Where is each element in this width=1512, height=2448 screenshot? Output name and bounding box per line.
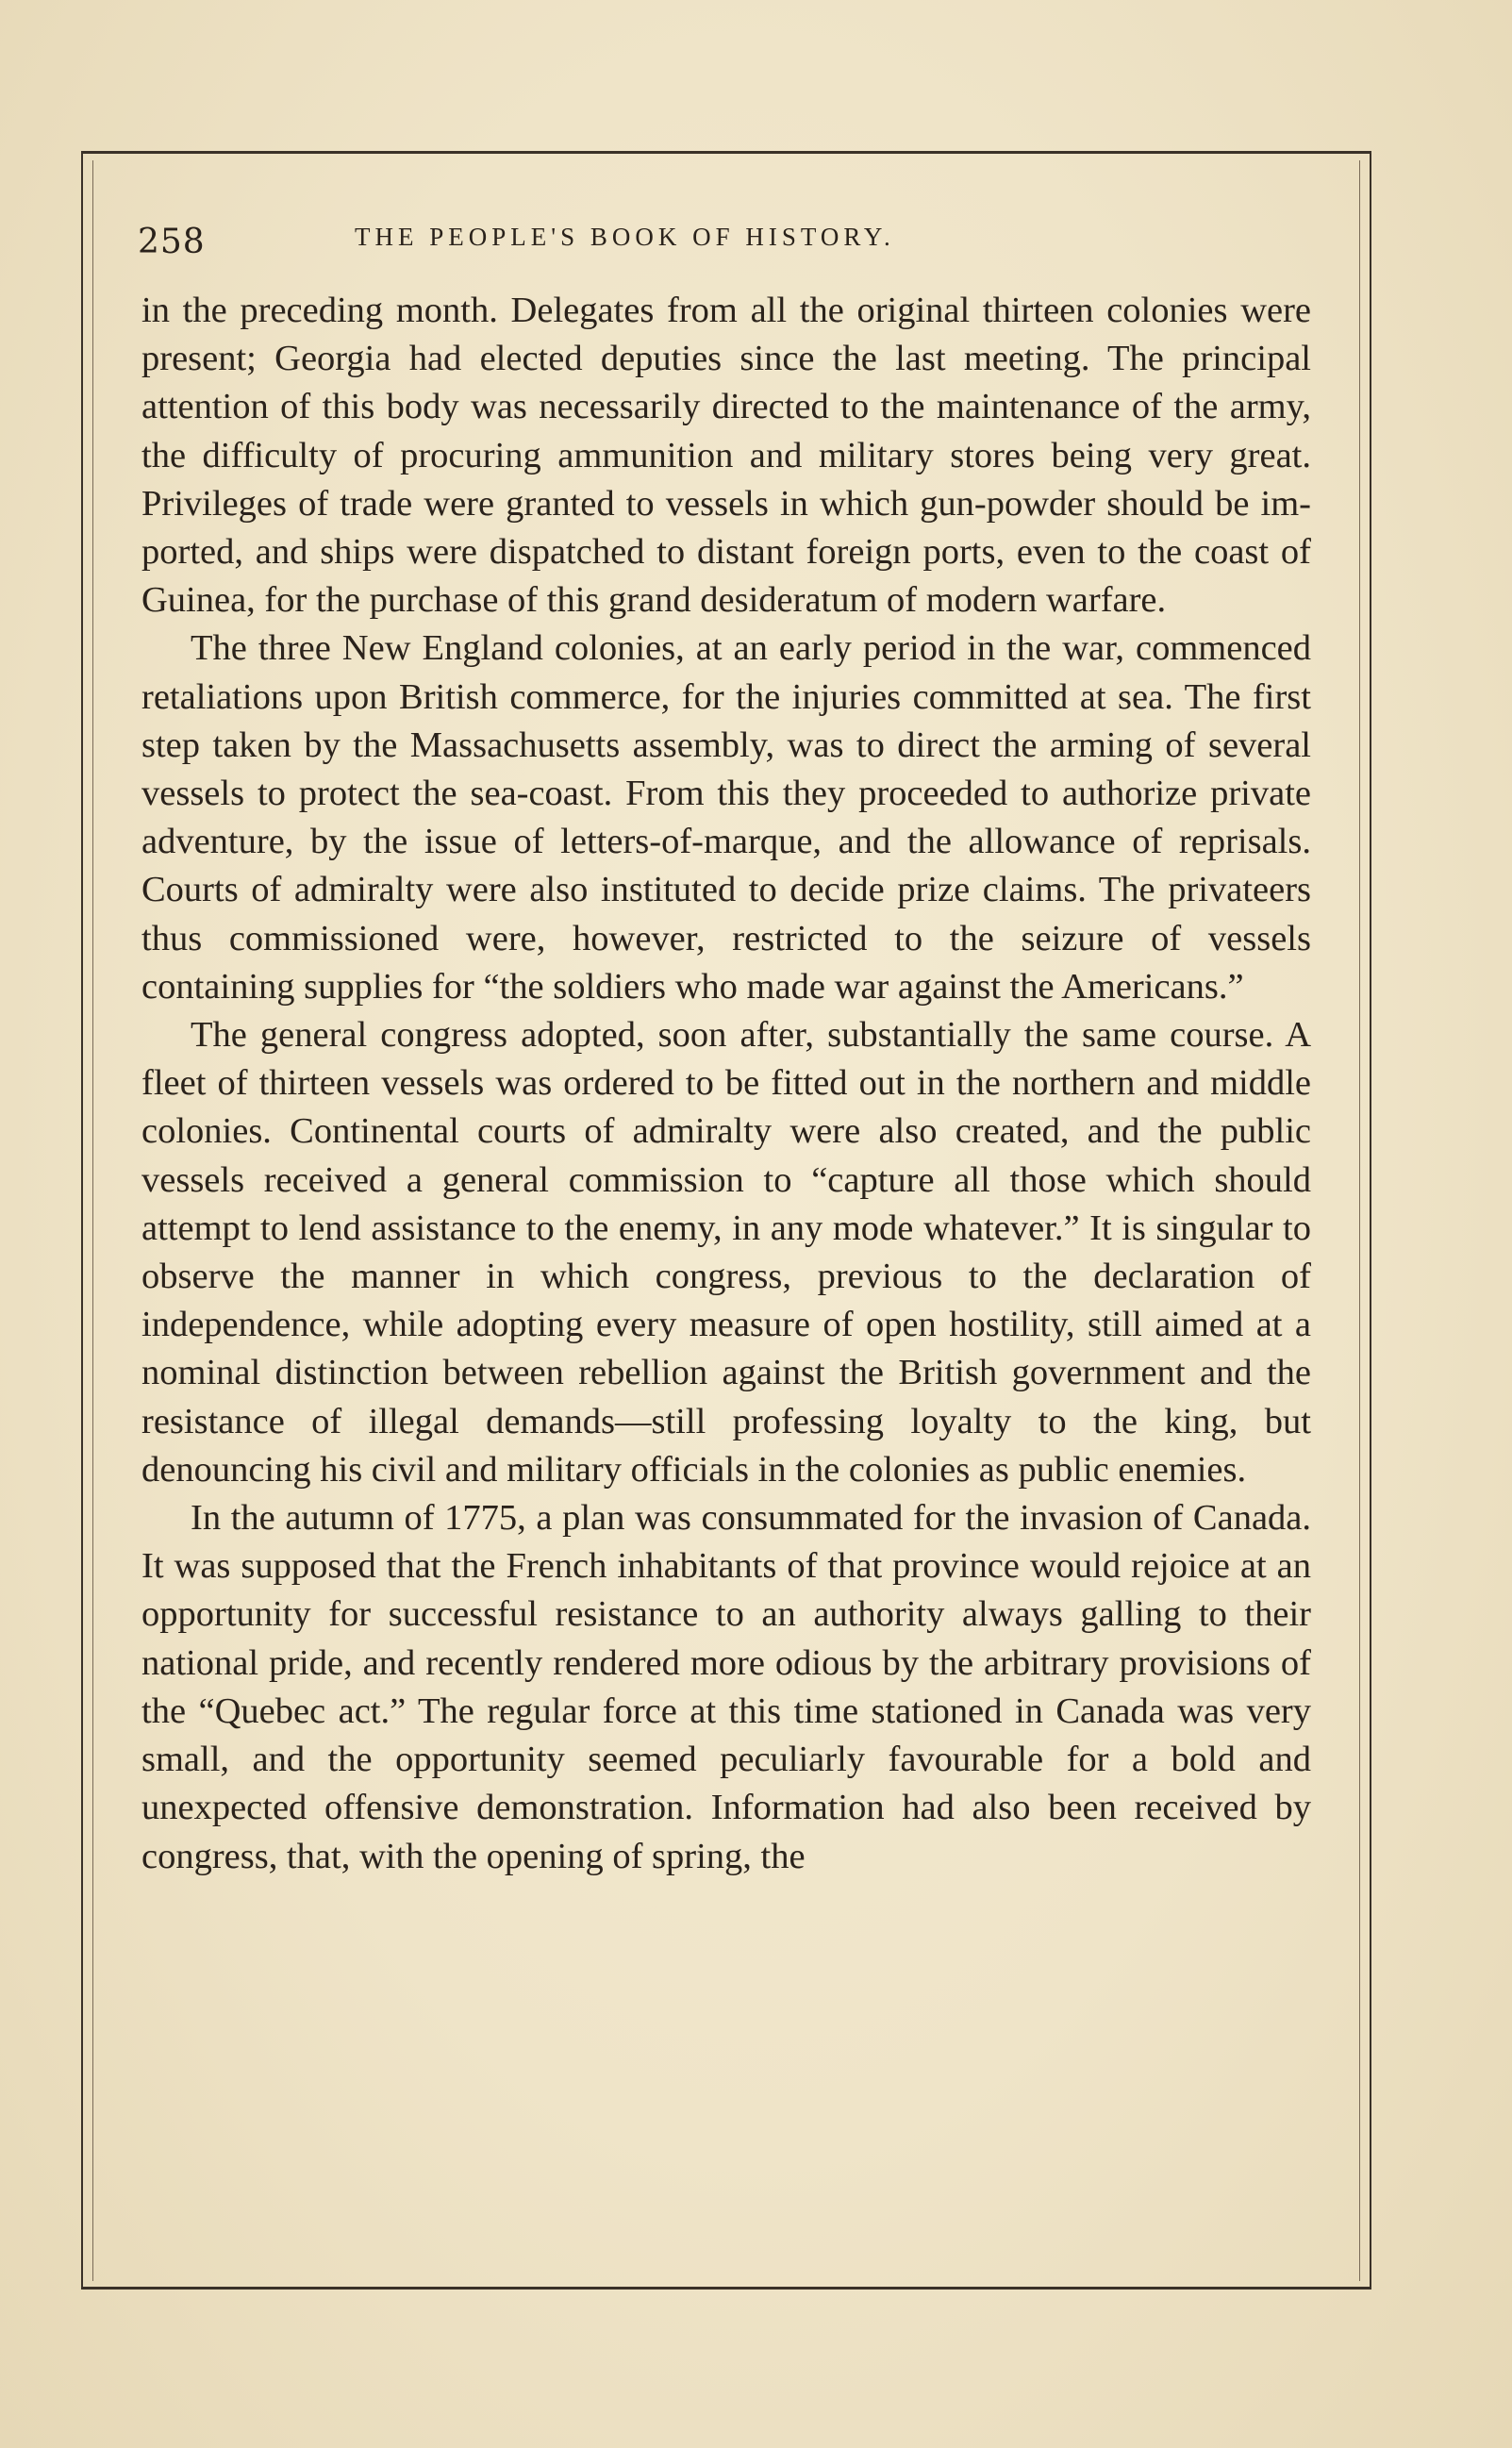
page-body xyxy=(141,287,1311,1881)
book-title: THE PEOPLE'S BOOK OF HISTORY. xyxy=(355,223,895,251)
running-head xyxy=(138,219,1328,266)
paragraph: The general congress adopted, soon after, substantially the same course. A fleet of thirteen vessels was ordered to be fitted out in the northern and middle colonies. Continental courts of admiralty were also created, and the public vessels received a general commission to “capture all those which should attempt to lend assistance to the enemy, in any mode whatever.” It is singular to observe the manner in which congress, previous to the declaration of independence, while adopting every measure of open hostility, still aimed at a nominal distinction between rebellion against the British government and the resistance of illegal demands—still professing loyalty to the king, but denouncing his civil and military officials in the colonies as public enemies. xyxy=(141,1015,1311,1490)
paragraph: The three New England colonies, at an early period in the war, commenced retaliations upon British commerce, for the injuries committed at sea. The first step taken by the Massachusetts assembly, was to direct the arming of several vessels to protect the sea-coast. From this they proceeded to authorize private adventure, by the issue of letters-of-marque, and the allowance of reprisals. Courts of admiralty were also instituted to decide prize claims. The privateers thus commissioned were, however, restricted to the seizure of vessels containing supplies for “the soldiers who made war against the Americans.” xyxy=(141,628,1311,1007)
paragraph: In the autumn of 1775, a plan was consummated for the invasion of Canada. It was supposed that the French inhabitants of that province would rejoice at an opportunity for successful resistance to an authority always galling to their national pride, and recently rendered more odious by the arbitrary provisions of the “Quebec act.” The regular force at this time stationed in Canada was very small, and the opportunity seemed peculiarly favourable for a bold and unexpected offensive demonstration. Information had also been received by congress, that, with the opening of spring, the xyxy=(141,1498,1311,1876)
paragraph: in the preceding month. Delegates from all the original thirteen colonies were present; Georgia had elected deputies since the last meeting. The principal attention of this body was necessarily directed to the maintenance of the army, the difficulty of procuring ammunition and military stores being very great. Privileges of trade were granted to vessels in which gun-powder should be imported, and ships were dispatched to distant foreign ports, even to the coast of Guinea, for the purchase of this grand desideratum of modern warfare. xyxy=(141,291,1311,621)
page-number: 258 xyxy=(138,223,206,261)
